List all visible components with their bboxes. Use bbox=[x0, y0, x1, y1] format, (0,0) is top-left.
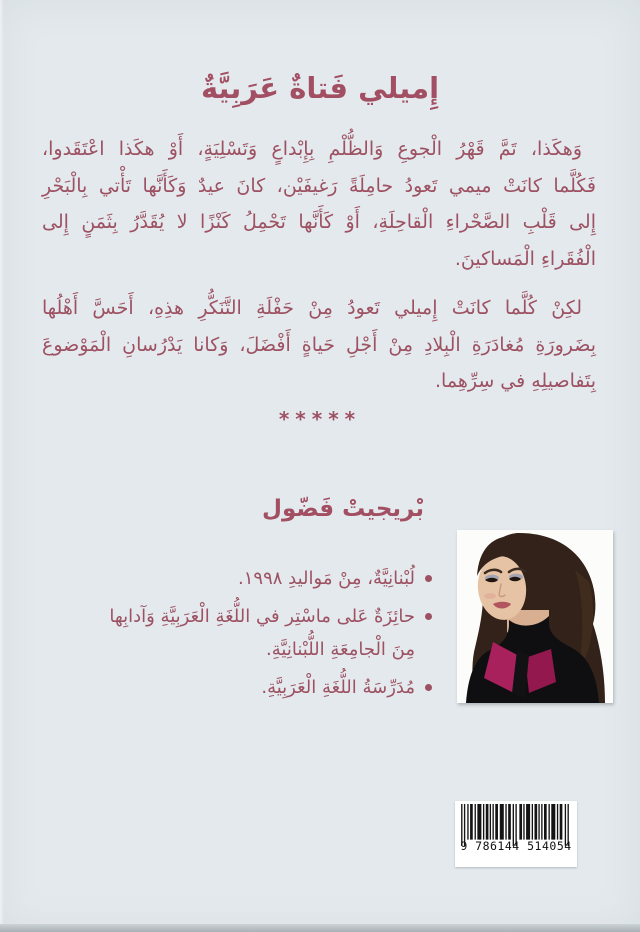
synopsis-paragraph-2 bbox=[42, 290, 596, 400]
bio-item bbox=[56, 562, 432, 595]
synopsis-line: وَهكَذا، تَمَّ قَهْرُ الْجوعِ وَالظُّلْمِ بِإِبْداعٍ وَتَسْلِيَةٍ، أَوْ هكَذا اعْتَقَدوا، bbox=[42, 138, 582, 160]
isbn-barcode bbox=[455, 801, 577, 867]
synopsis-block bbox=[42, 131, 596, 400]
author-name: بْريجيتْ فَضّول bbox=[262, 496, 424, 522]
bullet-dot-icon bbox=[425, 684, 432, 691]
star-separator: ***** bbox=[278, 407, 362, 431]
synopsis-line: إِلى قَلْبِ الصَّحْراءِ الْقاحِلَةِ، أَوْ كَأَنَّها تَحْمِلُ كَنْزًا لا يُقَدَّرُ بِثَمَنٍ إِلى bbox=[42, 211, 596, 233]
bullet-dot-icon bbox=[425, 575, 432, 582]
scan-edge-bottom bbox=[0, 924, 640, 932]
synopsis-line: فَكُلَّما كانَتْ ميمي تَعودُ حامِلَةً رَغيفَيْن، كانَ عيدٌ وَكَأَنَّها تَأْتي بِالْبَحْرِ bbox=[42, 174, 596, 197]
isbn-number: 9 786144 514054 bbox=[460, 839, 572, 853]
bio-item bbox=[56, 600, 432, 666]
scan-edge-left bbox=[0, 0, 4, 932]
synopsis-line: بِضَرورَةِ مُغادَرَةِ الْبِلادِ مِنْ أَجْلِ حَياةٍ أَفْضَلَ، وَكانا يَدْرُسانِ الْمَوْضوعَ bbox=[42, 333, 596, 356]
synopsis-line: الْفُقَراءِ الْمَساكينَ. bbox=[454, 247, 596, 270]
author-portrait-illustration bbox=[457, 530, 613, 703]
synopsis-line: بِتَفاصيلِهِ في سِرِّهِما. bbox=[435, 370, 596, 392]
bio-item bbox=[56, 671, 432, 704]
author-portrait-photo bbox=[457, 530, 613, 703]
bullet-dot-icon bbox=[425, 613, 432, 620]
bio-item-text: مُدَرِّسَةُ اللُّغَةِ الْعَرَبِيَّةِ. bbox=[261, 677, 415, 698]
bio-item-text: لُبْنانِيَّةٌ، مِنْ مَواليدِ ١٩٩٨. bbox=[238, 568, 415, 589]
author-bio-list bbox=[56, 562, 432, 709]
synopsis-line: لكِنْ كُلَّما كانَتْ إِميلي تَعودُ مِنْ حَفْلَةِ التَّنَكُّرِ هذِهِ، أَحَسَّ أَهْلُها bbox=[42, 297, 582, 319]
synopsis-paragraph-1 bbox=[42, 131, 596, 277]
bio-item-text: حائِزَةٌ عَلى ماسْتِر في اللُّغَةِ الْعَرَبِيَّةِ وَآدابِها مِنَ الْجامِعَةِ اللُّبْنانِيَّةِ. bbox=[109, 606, 415, 660]
book-title: إِميلي فَتاةٌ عَرَبِيَّةٌ bbox=[200, 71, 440, 106]
